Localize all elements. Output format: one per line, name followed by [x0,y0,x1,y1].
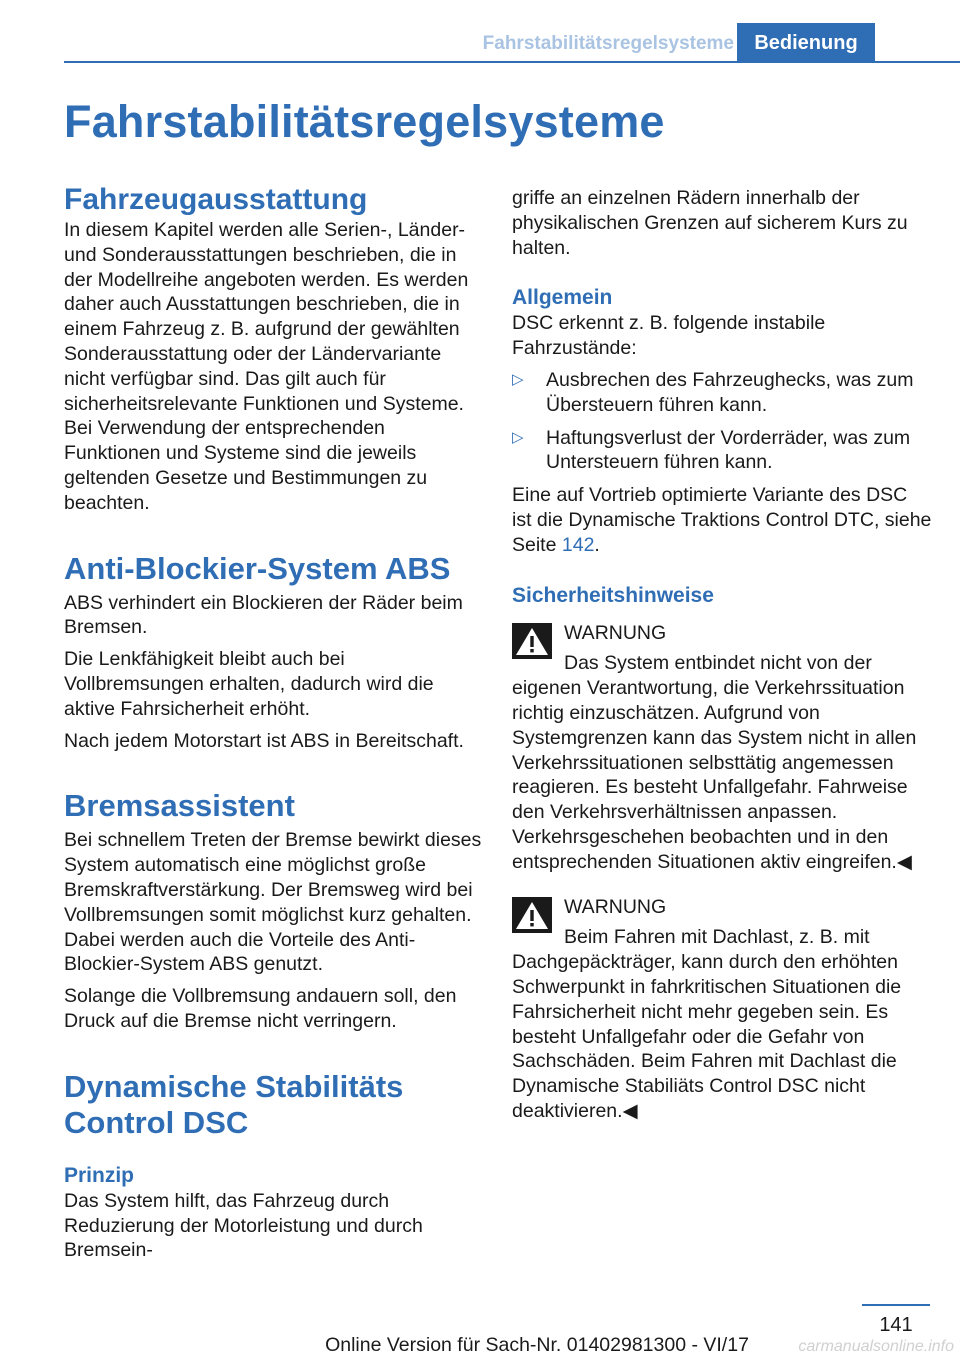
right-column [512,186,932,1131]
page-link-142[interactable]: 142 [561,533,595,556]
heading-bremsassistent: Bremsassistent [64,788,295,824]
paragraph-abs-3: Nach jedem Motorstart ist ABS in Bereitschaft. [64,729,464,752]
paragraph-prinzip-cont: griffe an einzelnen Rädern innerhalb der physikalischen Grenzen auf sicherem Kurs zu halten. [512,187,908,259]
subheading-sicherheitshinweise: Sicherheitshinweise [512,583,714,607]
warning-text-2: Beim Fahren mit Dachlast, z. B. mit Dachgepäckträger, kann durch den erhöhten Schwerpunkt in fahrkritischen Situationen die Fahrsicherheit nicht mehr gegeben sein. Es besteht Unfallgefahr oder die Gefahr von Sachschäden. Beim Fahren mit Dachlast die Dynamische Stabiliäts Control DSC nicht deaktivieren.◀ [512,926,902,1122]
bullet-list [512,368,932,475]
paragraph-fahrzeugausstattung: In diesem Kapitel werden alle Serien-, Länder- und Sonderausstattungen beschrieben, die in der Modellreihe angeboten werden. Es werden daher auch Ausstattungen beschrieben, die in einem Fahrzeug z. B. aufgrund der gewählten Sonderausstattung oder der Ländervariante nicht verfügbar sind. Das gilt auch für sicherheitsrelevante Funktionen und Systeme. Bei Verwendung der entsprechenden Funktionen und Systeme sind die jeweils geltenden Gesetze und Bestimmungen zu beachten. [64,219,469,514]
page-title: Fahrstabilitätsregelsysteme [64,96,665,147]
header-section-title: Fahrstabilitätsregelsysteme [482,33,734,54]
left-column [64,184,482,1270]
subheading-prinzip: Prinzip [64,1163,135,1187]
page-number: 141 [879,1314,913,1336]
heading-abs: Anti-Blockier-System ABS [64,550,451,586]
paragraph-allgemein-1: DSC erkennt z. B. folgende instabile Fahrzustände: [512,312,826,360]
warning-label: WARNUNG [564,621,667,644]
subheading-allgemein: Allgemein [512,286,613,310]
list-item: ▷ Ausbrechen des Fahrzeughecks, was zum Übersteuern führen kann. [512,368,914,416]
watermark: carmanualsonline.info [798,1338,954,1355]
footer-online-version: Online Version für Sach-Nr. 01402981300 - VI/17 [325,1334,749,1356]
paragraph-bremsassistent-2: Solange die Vollbremsung andauern soll, den Druck auf die Bremse nicht verringern. [64,985,457,1032]
warning-icon [512,897,552,933]
header-divider [64,61,960,63]
paragraph-abs-2: Die Lenkfähigkeit bleibt auch bei Vollbremsungen erhalten, dadurch wird die aktive Fahrsicherheit erhöht. [64,648,434,720]
warning-block-2 [512,895,932,1124]
header-tab-bedienung[interactable]: Bedienung [737,23,875,61]
paragraph-prinzip: Das System hilft, das Fahrzeug durch Reduzierung der Motorleistung und durch Bremsein- [64,1189,423,1262]
list-item: ▷ Haftungsverlust der Vorderräder, was zum Untersteuern führen kann. [512,426,911,474]
paragraph-abs-1: ABS verhindert ein Blockieren der Räder beim Bremsen. [64,591,463,639]
warning-text-1: Das System entbindet nicht von der eigenen Verantwortung, die Verkehrssituation richtig einzuschätzen. Aufgrund von Systemgrenzen kann das System nicht in allen Verkehrssituationen selbsttätig angemessen reagieren. Es besteht Unfallgefahr. Fahrweise den Verkehrsverhältnissen anpassen. Verkehrsgeschehen beobachten und in den entsprechenden Situationen aktiv eingreifen.◀ [512,652,917,873]
heading-dsc: Dynamische Stabilitäts Control DSC [64,1068,404,1140]
footer-divider [862,1304,930,1306]
warning-icon [512,623,552,659]
triangle-right-icon: ▷ [512,370,524,388]
paragraph-bremsassistent-1: Bei schnellem Treten der Bremse bewirkt dieses System automatisch eine möglichst große Bremskraftverstärkung. Der Bremsweg wird bei Vollbremsungen somit möglichst kurz gehalten. Dabei werden auch die Vorteile des Anti-Blockier-System ABS genutzt. [64,829,482,976]
warning-block-1 [512,621,932,875]
heading-fahrzeugausstattung: Fahrzeugausstattung [64,183,368,216]
warning-label: WARNUNG [564,895,667,918]
triangle-right-icon: ▷ [512,428,524,446]
paragraph-allgemein-2: Eine auf Vortrieb optimierte Variante des DSC ist die Dynamische Traktions Control DTC, siehe Seite 142. [512,484,932,556]
